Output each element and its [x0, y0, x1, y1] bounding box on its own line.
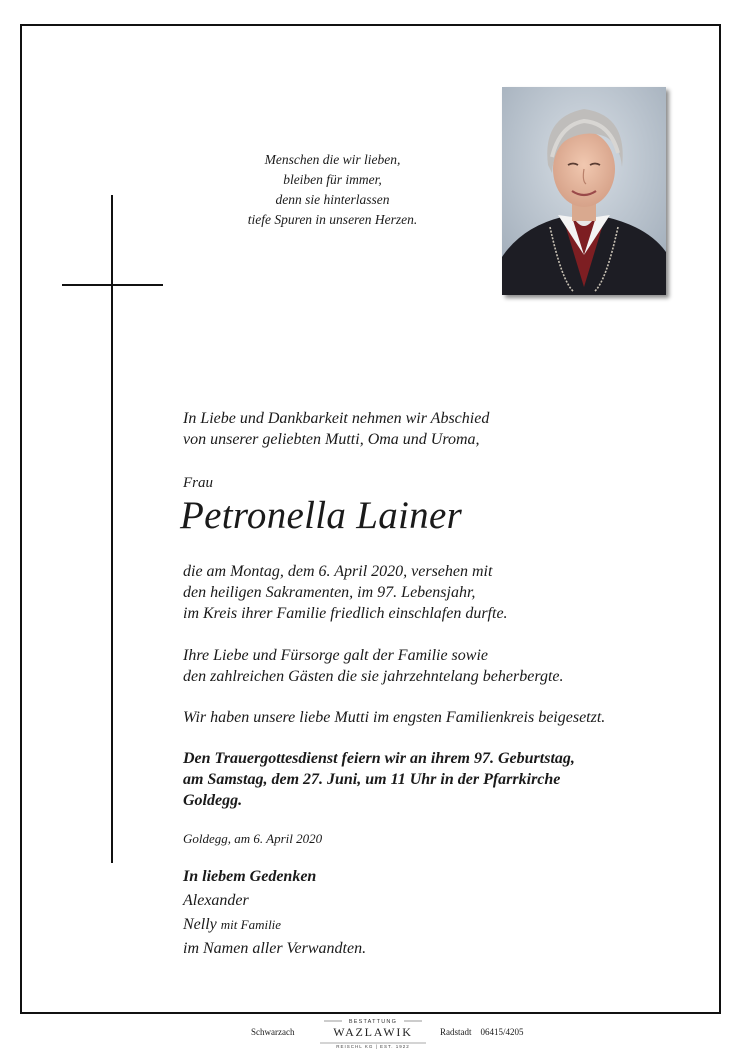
mourner-name: Alexander: [183, 892, 249, 909]
intro-line: von unserer geliebten Mutti, Oma und Uroma,: [183, 431, 480, 448]
death-notice-text: [183, 561, 508, 624]
death-line: den heiligen Sakramenten, im 97. Lebensjahr,: [183, 584, 476, 601]
service-line: Den Trauergottesdienst feiern wir an ihrem 97. Geburtstag,: [183, 750, 575, 767]
funeral-home-logo: [316, 1016, 430, 1050]
mourner-name: Nelly: [183, 916, 217, 933]
footer-right-town: [440, 1027, 524, 1037]
death-line: die am Montag, dem 6. April 2020, versehen mit: [183, 563, 493, 580]
poem-line: Menschen die wir lieben,: [264, 152, 401, 167]
logo-top-text: BESTATTUNG: [348, 1019, 398, 1025]
poem-line: tiefe Spuren in unseren Herzen.: [247, 212, 418, 227]
place-and-date: Goldegg, am 6. April 2020: [183, 831, 323, 846]
footer-phone: 06415/4205: [480, 1027, 524, 1037]
burial-text: Wir haben unsere liebe Mutti im engsten Familienkreis beigesetzt.: [183, 709, 606, 726]
funeral-home-footer: [0, 1016, 750, 1056]
footer-left-town: Schwarzach: [251, 1027, 295, 1037]
portrait-illustration: [502, 87, 666, 295]
intro-line: In Liebe und Dankbarkeit nehmen wir Abschied: [183, 410, 490, 427]
cross-vertical-bar: [111, 195, 113, 863]
logo-bottom-text: REISCHL KG | EST. 1922: [336, 1044, 410, 1049]
mourners-heading: In liebem Gedenken: [183, 868, 317, 885]
care-line: Ihre Liebe und Fürsorge galt der Familie sowie: [183, 647, 488, 664]
death-line: im Kreis ihrer Familie friedlich einschlafen durfte.: [183, 605, 508, 622]
mourners-section: [183, 865, 366, 961]
mourner-suffix: mit Familie: [220, 917, 282, 932]
care-line: den zahlreichen Gästen die sie jahrzehntelang beherbergte.: [183, 668, 564, 685]
logo-name-text: WAZLAWIK: [333, 1025, 413, 1039]
portrait-photo: [502, 87, 666, 295]
salutation: Frau: [183, 475, 213, 491]
cross-horizontal-bar: [62, 284, 163, 286]
poem-line: denn sie hinterlassen: [275, 192, 390, 207]
service-line: am Samstag, dem 27. Juni, um 11 Uhr in der Pfarrkirche: [183, 771, 561, 788]
footer-right-town-name: Radstadt: [440, 1027, 472, 1037]
mourners-closing: im Namen aller Verwandten.: [183, 940, 367, 957]
funeral-service-text: [183, 748, 575, 811]
care-text: [183, 645, 564, 687]
intro-text: [183, 408, 489, 450]
service-line: Goldegg.: [183, 792, 243, 809]
mourner-entry: [183, 913, 366, 937]
poem-line: bleiben für immer,: [283, 172, 382, 187]
deceased-name: Petronella Lainer: [180, 494, 463, 537]
memorial-poem: [200, 150, 465, 230]
